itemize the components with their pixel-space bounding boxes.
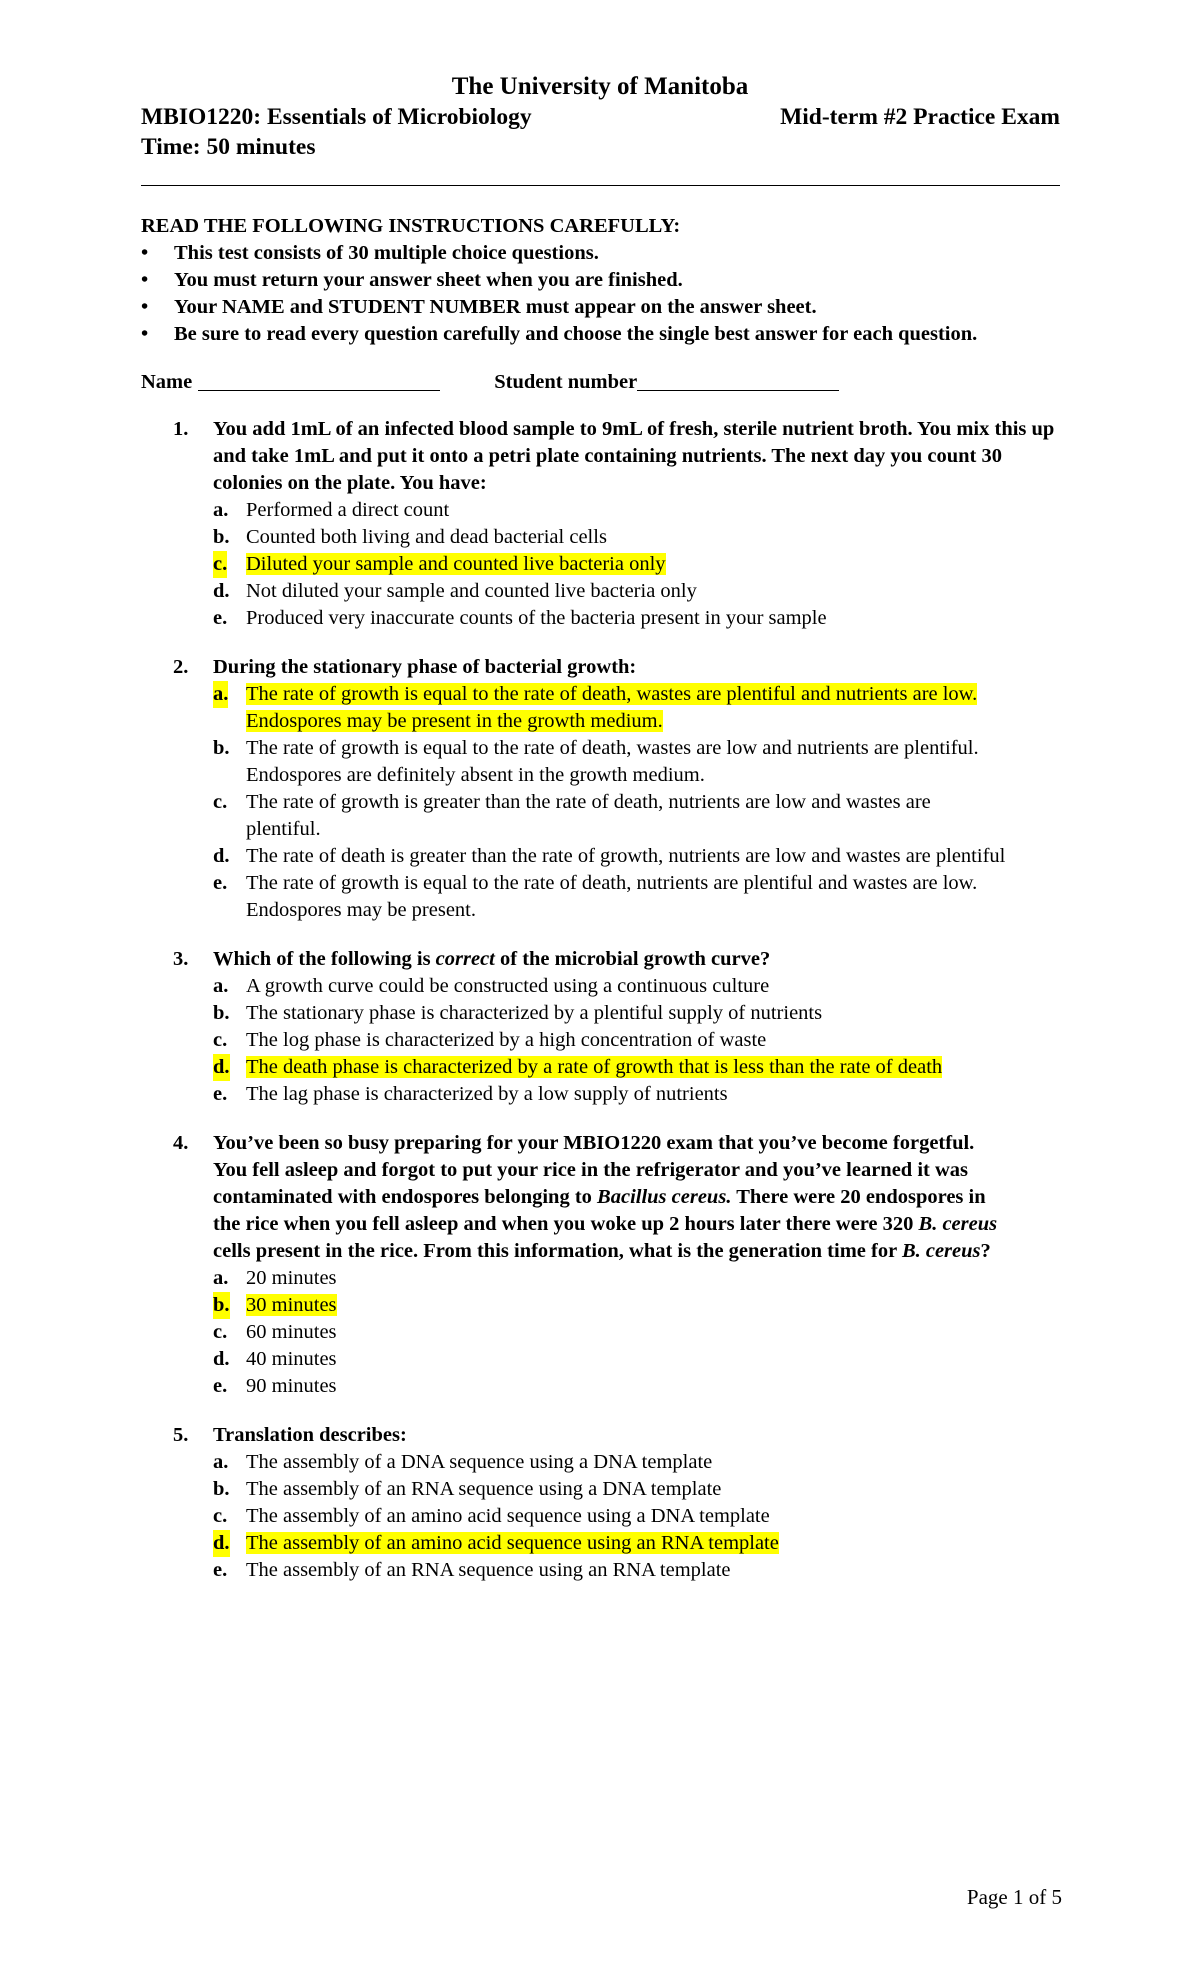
option-d[interactable]: d. 40 minutes xyxy=(213,1348,337,1370)
header-divider xyxy=(141,185,1060,186)
instruction-item: • Your NAME and STUDENT NUMBER must appear on the answer sheet. xyxy=(141,296,817,318)
option-e[interactable]: e. The rate of growth is equal to the rate of death, nutrients are plentiful and wastes are low. Endospores may be present. xyxy=(213,872,978,921)
question-stem: Which of the following is correct of the microbial growth curve? xyxy=(213,948,771,970)
question-number: 1. xyxy=(173,418,189,440)
options-list xyxy=(213,973,1061,1108)
instruction-item: • This test consists of 30 multiple choice questions. xyxy=(141,242,599,264)
options-list xyxy=(213,497,1061,632)
instructions-list xyxy=(141,240,1061,348)
exam-content xyxy=(141,213,1061,1584)
option-c[interactable]: c. The rate of growth is greater than the rate of death, nutrients are low and wastes are plentiful. xyxy=(213,791,931,840)
name-label: Name xyxy=(141,371,193,393)
student-number-blank[interactable] xyxy=(637,369,839,391)
instructions-title: READ THE FOLLOWING INSTRUCTIONS CAREFULLY: xyxy=(141,215,681,237)
question-number: 5. xyxy=(173,1424,189,1446)
option-c[interactable]: c. The log phase is characterized by a high concentration of waste xyxy=(213,1029,767,1051)
option-e[interactable]: e. Produced very inaccurate counts of the bacteria present in your sample xyxy=(213,607,827,629)
options-list xyxy=(213,1449,1061,1584)
time-limit: Time: 50 minutes xyxy=(141,134,316,160)
option-d-highlighted[interactable]: d. The death phase is characterized by a rate of growth that is less than the rate of death xyxy=(213,1054,1006,1081)
option-e[interactable]: e. The assembly of an RNA sequence using an RNA template xyxy=(213,1559,731,1581)
option-a[interactable]: a. A growth curve could be constructed using a continuous culture xyxy=(213,975,770,997)
name-blank[interactable] xyxy=(198,369,440,391)
option-b[interactable]: b. The stationary phase is characterized by a plentiful supply of nutrients xyxy=(213,1002,823,1024)
option-d[interactable]: d. Not diluted your sample and counted live bacteria only xyxy=(213,580,697,602)
question-stem: You’ve been so busy preparing for your MBIO1220 exam that you’ve become forgetful. You fell asleep and forgot to put your rice in the refrigerator and you’ve learned it was contaminated with endospores belonging to Bacillus cereus. There were 20 endospores in the rice when you fell asleep and when you woke up 2 hours later there were 320 B. cereus cells present in the rice. From this information, what is the generation time for B. cereus? xyxy=(213,1132,998,1262)
option-a[interactable]: a. 20 minutes xyxy=(213,1267,337,1289)
question-4 xyxy=(141,1130,1061,1400)
option-b-highlighted[interactable]: b. 30 minutes xyxy=(213,1292,1006,1319)
identity-row xyxy=(141,369,1061,396)
option-a[interactable]: a. The assembly of a DNA sequence using a DNA template xyxy=(213,1451,713,1473)
university-title: The University of Manitoba xyxy=(451,73,749,100)
option-c[interactable]: c. 60 minutes xyxy=(213,1321,337,1343)
question-2 xyxy=(141,654,1061,924)
option-b[interactable]: b. The assembly of an RNA sequence using a DNA template xyxy=(213,1478,722,1500)
question-number: 4. xyxy=(173,1132,189,1154)
question-number: 3. xyxy=(173,948,189,970)
option-d-highlighted[interactable]: d. The assembly of an amino acid sequence using an RNA template xyxy=(213,1530,1006,1557)
course-title: MBIO1220: Essentials of Microbiology xyxy=(141,104,532,130)
question-number: 2. xyxy=(173,656,189,678)
option-e[interactable]: e. 90 minutes xyxy=(213,1375,337,1397)
option-c[interactable]: c. The assembly of an amino acid sequence using a DNA template xyxy=(213,1505,770,1527)
course-header xyxy=(141,104,1060,131)
question-5 xyxy=(141,1422,1061,1584)
instruction-item: • Be sure to read every question carefully and choose the single best answer for each question. xyxy=(141,323,978,345)
option-a-highlighted[interactable]: a. The rate of growth is equal to the rate of death, wastes are plentiful and nutrients are low. Endospores may be present in the growth medium. xyxy=(213,683,978,732)
page-number: Page 1 of 5 xyxy=(966,1885,1062,1909)
option-b[interactable]: b. Counted both living and dead bacterial cells xyxy=(213,526,607,548)
instruction-item: • You must return your answer sheet when you are finished. xyxy=(141,269,683,291)
option-d[interactable]: d. The rate of death is greater than the rate of growth, nutrients are low and wastes are plentiful xyxy=(213,845,1006,867)
options-list xyxy=(213,681,1061,924)
exam-title: Mid-term #2 Practice Exam xyxy=(780,104,1060,130)
question-stem: You add 1mL of an infected blood sample to 9mL of fresh, sterile nutrient broth. You mix this up and take 1mL and put it onto a petri plate containing nutrients. The next day you count 30 colonies on the plate. You have: xyxy=(213,418,1055,494)
question-1 xyxy=(141,416,1061,632)
student-number-label: Student number xyxy=(494,371,638,393)
question-stem: Translation describes: xyxy=(213,1424,407,1446)
option-c-highlighted[interactable]: c. Diluted your sample and counted live bacteria only xyxy=(213,551,1006,578)
question-3 xyxy=(141,946,1061,1108)
question-stem: During the stationary phase of bacterial growth: xyxy=(213,656,637,678)
option-e[interactable]: e. The lag phase is characterized by a low supply of nutrients xyxy=(213,1083,728,1105)
options-list xyxy=(213,1265,1061,1400)
option-b[interactable]: b. The rate of growth is equal to the rate of death, wastes are low and nutrients are plentiful. Endospores are definitely absent in the growth medium. xyxy=(213,737,979,786)
option-a[interactable]: a. Performed a direct count xyxy=(213,499,450,521)
